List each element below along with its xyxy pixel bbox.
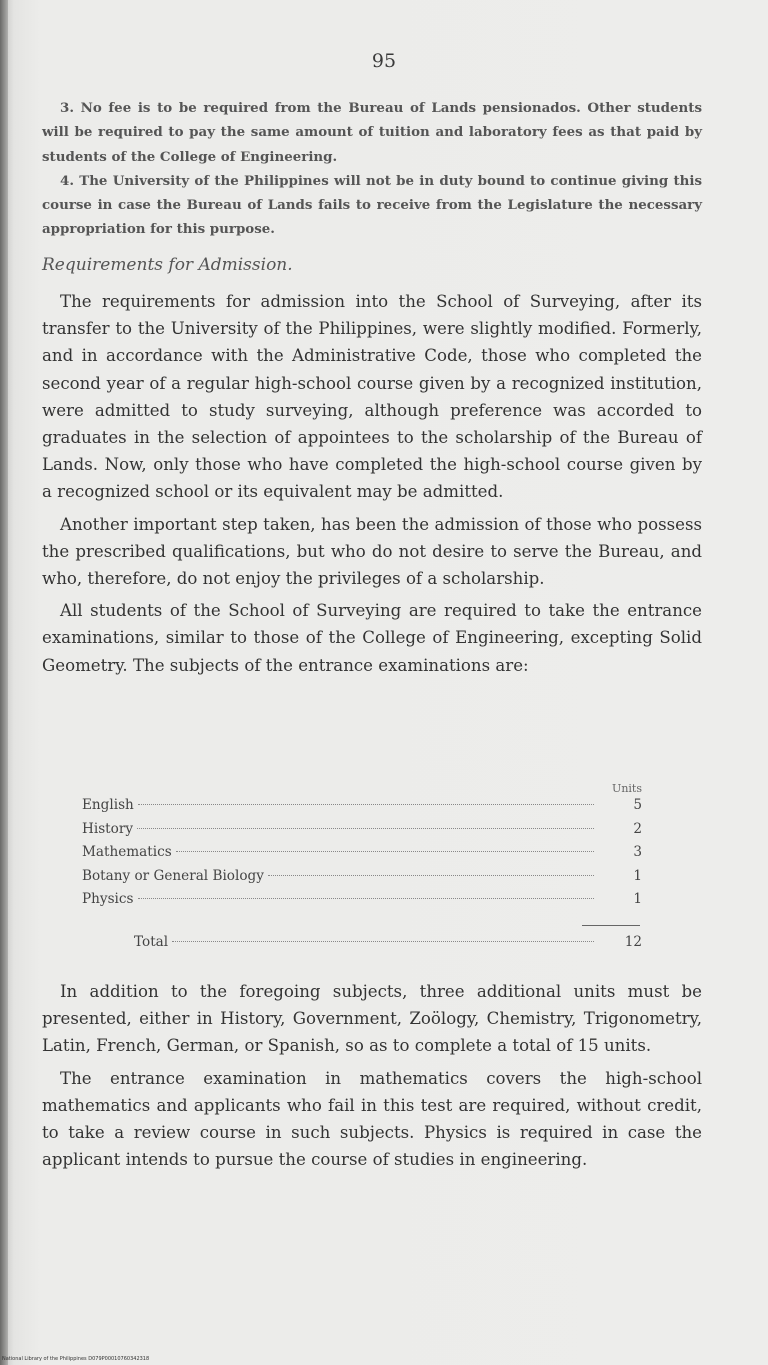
archive-footer: National Library of the Philippines D079P00010760342318 (2, 1356, 150, 1362)
subject-row (82, 868, 642, 892)
page-number: 95 (371, 50, 397, 72)
subject-name: Mathematics (82, 844, 172, 860)
section-heading: Requirements for Admission. (42, 255, 293, 275)
leader-dots (137, 828, 594, 829)
leader-dots (176, 851, 594, 852)
paragraph: The entrance examination in mathematics covers the high-school mathematics and applicants who fail in this test are required, without credit, to take a review course in such subjects. Physics is required in case the applicant intends to pursue the course of studies in engineering. (42, 1068, 702, 1170)
subjects-table (82, 782, 642, 957)
book-spine (0, 0, 8, 1365)
subject-row (82, 891, 642, 915)
paragraph: The requirements for admission into the School of Surveying, after its transfer to the University of the Philippines, were slightly modified. Formerly, and in accordance with the Administrative Code, those who completed the second year of a regular high-school course given by a recognized institution, were admitted to study surveying, although preference was accorded to graduates in the selection of appointees to the scholarship of the Bureau of Lands. Now, only those who have completed the high-school course given by a recognized school or its equivalent may be admitted. (42, 292, 702, 502)
subject-units: 2 (633, 820, 642, 837)
units-header: Units (612, 782, 642, 795)
paragraph: All students of the School of Surveying are required to take the entrance examinations, similar to those of the College of Engineering, excepting Solid Geometry. The subjects of the entrance examinations are: (42, 601, 702, 675)
note-3: 3. No fee is to be required from the Bureau of Lands pensionados. Other students will be required to pay the same amount of tuition and laboratory fees as that paid by students of the College of Engineering. (42, 100, 702, 165)
leader-dots (138, 898, 595, 899)
leader-dots (172, 941, 594, 942)
subject-row (82, 844, 642, 868)
subject-row (82, 821, 642, 845)
subject-name: Botany or General Biology (82, 867, 264, 884)
subject-units: 5 (633, 797, 642, 813)
note-4: 4. The University of the Philippines will not be in duty bound to continue giving this course in case the Bureau of Lands fails to receive from the Legislature the necessary appropriation for this purpose. (42, 172, 702, 238)
total-units: 12 (624, 933, 642, 950)
total-row (82, 934, 642, 958)
leader-dots (268, 875, 594, 876)
subject-units: 3 (633, 844, 642, 860)
paragraph: In addition to the foregoing subjects, three additional units must be presented, either in History, Government, Zoölogy, Chemistry, Trigonometry, Latin, French, German, or Spanish, so as to complete a total of 15 units. (42, 982, 702, 1056)
subject-row (82, 797, 642, 821)
total-label: Total (134, 933, 169, 950)
footnotes (42, 96, 702, 242)
leader-dots (138, 804, 594, 805)
body-text (42, 288, 702, 684)
subject-name: History (82, 820, 134, 837)
paragraph: Another important step taken, has been the admission of those who possess the prescribed qualifications, but who do not desire to serve the Bureau, and who, therefore, do not enjoy the privileges of a scholarship. (42, 514, 702, 589)
subject-units: 1 (633, 867, 642, 884)
subject-units: 1 (633, 891, 642, 907)
subject-name: Physics (82, 891, 134, 907)
subject-name: English (82, 797, 134, 813)
closing-text (42, 978, 702, 1178)
total-rule (582, 925, 640, 926)
